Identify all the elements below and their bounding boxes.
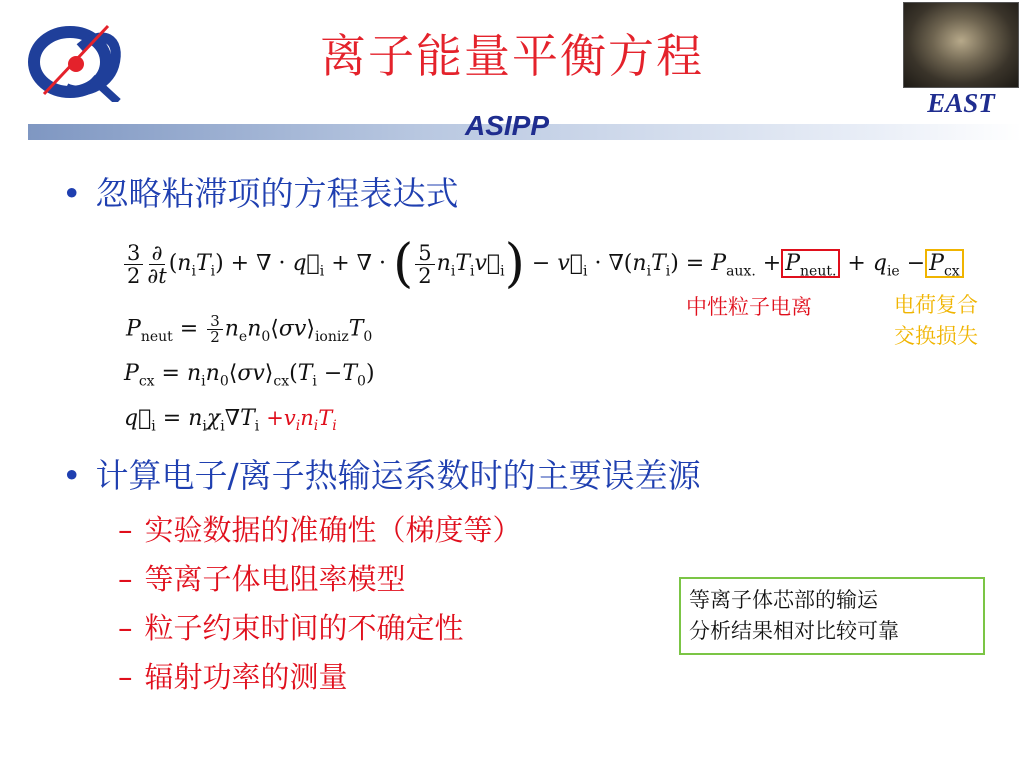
- bullet-text: 计算电子/离子热输运系数时的主要误差源: [95, 456, 701, 495]
- cx-note-line2: 交换损失: [894, 324, 978, 348]
- dash-icon: –: [118, 611, 133, 645]
- convective-term: $+v_in_iT_i$: [266, 406, 337, 435]
- sub-item-text: 等离子体电阻率模型: [144, 562, 406, 596]
- neutral-ionization-note: 中性粒子电离: [686, 295, 812, 319]
- charge-exchange-note: [878, 290, 994, 352]
- sub-item: [118, 508, 522, 549]
- sub-item: [118, 655, 348, 696]
- sub-item: [118, 557, 406, 598]
- slide-subtitle: ASIPP: [465, 110, 550, 141]
- callout-line2: 分析结果相对比较可靠: [689, 619, 899, 643]
- slide-title: 离子能量平衡方程: [320, 29, 704, 83]
- bullet-dot-icon: •: [62, 456, 82, 495]
- bullet-item-1: [62, 168, 458, 215]
- bullet-text: 忽略粘滞项的方程表达式: [95, 174, 459, 213]
- dash-icon: –: [118, 562, 133, 596]
- p-neut-equation: $P_{neut}$ = $\frac{3}{2}$ $n_en_0⟨\sigma v⟩_{ioniz}T_0$: [126, 312, 373, 346]
- east-tokamak-photo: [903, 2, 1019, 88]
- dash-icon: –: [118, 513, 133, 547]
- q-flux-equation: $q⃗_i = n_i\chi_i\nabla T_i +v_in_iT_i$: [124, 406, 337, 435]
- p-neut-highlight: $P_{neut.}$: [781, 249, 840, 278]
- energy-balance-equation: $\frac{3}{2}$ $\frac{\partial}{\partial t}$ $(n_iT_i)$ + ∇ · $q⃗_i$ + ∇ · ( $\frac{5}{2}$ $n_iT_iv⃗_i$) − $v⃗_i \cdot \nabla(n_iT_i) = P_{aux.} + P_{neut.} + q_{ie} - P_{cx}$: [122, 238, 964, 290]
- p-cx-highlight: $P_{cx}$: [925, 249, 964, 278]
- cx-note-line1: 电荷复合: [894, 293, 978, 317]
- callout-line1: 等离子体芯部的输运: [689, 588, 878, 612]
- bullet-item-2: [62, 450, 701, 497]
- core-transport-callout: [679, 577, 985, 655]
- sub-item-text: 实验数据的准确性（梯度等）: [144, 513, 522, 547]
- dash-icon: –: [118, 660, 133, 694]
- bullet-dot-icon: •: [62, 174, 82, 213]
- east-label: EAST: [927, 88, 995, 118]
- sub-item-text: 粒子约束时间的不确定性: [144, 611, 464, 645]
- sub-item-text: 辐射功率的测量: [144, 660, 348, 694]
- sub-item: [118, 606, 464, 647]
- p-cx-equation: $P_{cx}$ = $n_in_0⟨\sigma v⟩_{cx}(T_i -T_0)$: [124, 361, 375, 390]
